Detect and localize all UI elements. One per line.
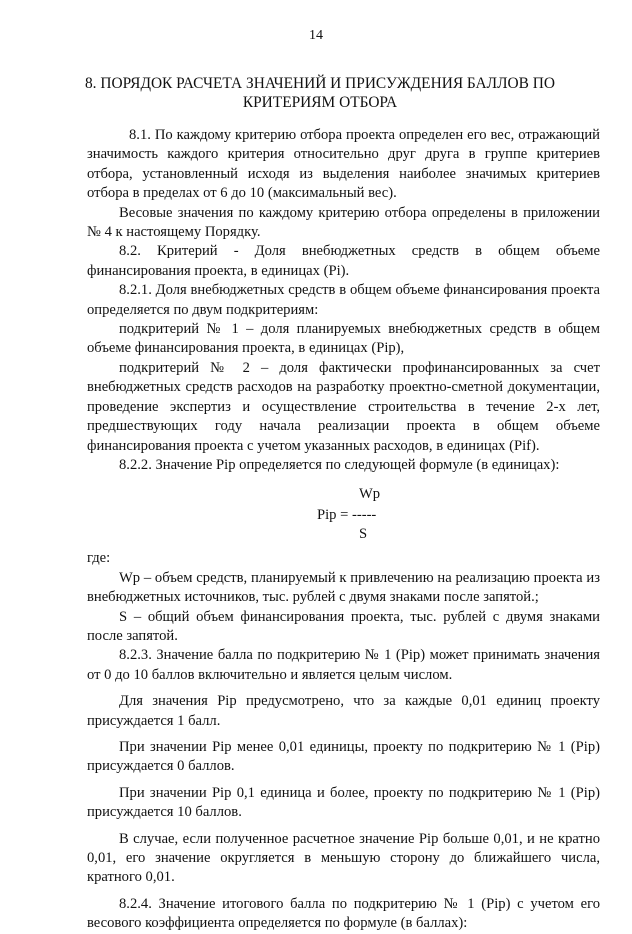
formula-denominator: S [359,526,368,543]
paragraph-8-2-3: 8.2.3. Значение балла по подкритерию № 1 (Pip) может принимать значения от 0 до 10 баллов включительно и является целым числом. [87,647,600,683]
section-heading [60,74,580,112]
document-body [87,126,600,934]
page-number: 14 [309,28,323,43]
paragraph-subcriterion-2: подкритерий № 2 – доля фактически профинансированных за счет внебюджетных средств расходов на разработку проектно-сметной документации, проведение экспертиз и осуществление строительства в течение 2-х лет, предшествующих году начала реализации проекта в общем объеме финансирования проекта с учетом указанных расходов, в единицах (Pif). [87,359,600,454]
paragraph-s-definition: S – общий объем финансирования проекта, тыс. рублей с двумя знаками после запятой. [87,608,600,644]
paragraph-rounding: В случае, если полученное расчетное значение Pip больше 0,01, и не кратно 0,01, его значение округляется в меньшую сторону до ближайшего числа, кратного 0,01. [87,830,600,886]
paragraph-8-2-2: 8.2.2. Значение Pip определяется по следующей формуле (в единицах): [119,456,560,473]
paragraph-8-2-1: 8.2.1. Доля внебюджетных средств в общем объеме финансирования проекта определяется по двум подкритериям: [87,282,600,318]
formula-numerator: Wp [359,486,381,503]
paragraph-pip-max: При значении Pip 0,1 единица и более, проекту по подкритерию № 1 (Pip) присуждается 10 баллов. [87,784,600,821]
paragraph-8-1: 8.1. По каждому критерию отбора проекта определен его вес, отражающий значимость каждого критерия относительно друг друга в группе критериев отбора, установленный исходя из выделения наиболее значимых критериев отбора в пределах от 6 до 10 (максимальный вес). [87,127,600,202]
paragraph-pip-min: При значении Pip менее 0,01 единицы, проекту по подкритерию № 1 (Pip) присуждается 0 баллов. [87,738,600,775]
paragraph-weights: Весовые значения по каждому критерию отбора определены в приложении № 4 к настоящему Порядку. [87,204,600,241]
heading-line-2: КРИТЕРИЯМ ОТБОРА [242,94,398,111]
paragraph-8-2-4: 8.2.4. Значение итогового балла по подкритерию № 1 (Pip) с учетом его весового коэффициента определяется по формуле (в баллах): [87,895,600,932]
paragraph-subcriterion-1: подкритерий № 1 – доля планируемых внебюджетных средств в общем объеме финансирования проекта, в единицах (Pip), [87,321,600,357]
heading-line-1: 8. ПОРЯДОК РАСЧЕТА ЗНАЧЕНИЙ И ПРИСУЖДЕНИЯ БАЛЛОВ ПО [84,75,556,92]
paragraph-pip-per-point: Для значения Pip предусмотрено, что за каждые 0,01 единиц проекту присуждается 1 балл. [87,693,600,729]
paragraph-8-2: 8.2. Критерий - Доля внебюджетных средств в общем объеме финансирования проекта, в единицах (Pi). [87,243,600,279]
formula-lhs: Pip = ----- [317,507,377,524]
paragraph-wp-definition: Wp – объем средств, планируемый к привлечению на реализацию проекта из внебюджетных источников, тыс. рублей с двумя знаками после запятой.; [87,569,600,606]
formula-pip [87,485,600,547]
paragraph-where: где: [87,550,111,567]
